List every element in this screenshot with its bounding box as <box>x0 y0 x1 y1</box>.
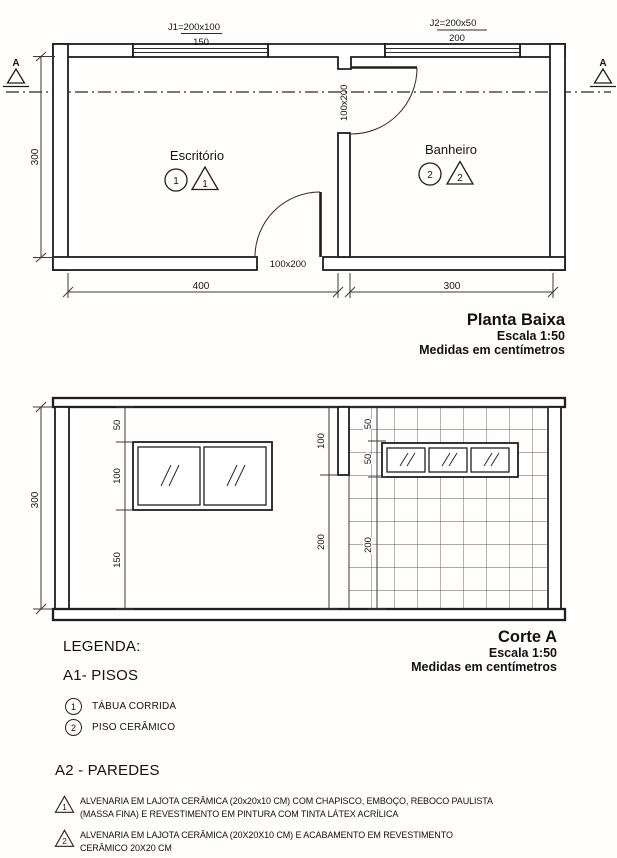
plan-scale: Escala 1:50 <box>496 329 565 343</box>
section-dim-office-chain <box>112 407 134 609</box>
floor-plan <box>3 18 616 298</box>
ceiling-slab <box>53 398 565 407</box>
floor-ref-circle-icon: 1 <box>65 698 82 715</box>
door-internal-label: 100x200 <box>339 84 350 121</box>
svg-text:1: 1 <box>173 176 179 187</box>
floor-ref-circle-icon: 2 <box>65 719 82 736</box>
svg-text:1: 1 <box>62 803 67 813</box>
section-title-block <box>411 628 557 674</box>
svg-text:300: 300 <box>443 281 461 292</box>
section-units-note: Medidas em centímetros <box>411 660 557 674</box>
legend-wall-item <box>54 795 493 820</box>
svg-text:1: 1 <box>202 179 208 190</box>
svg-text:J1=200x100: J1=200x100 <box>167 22 221 33</box>
section-drawing <box>30 398 565 620</box>
section-dim-wall-chain <box>316 407 338 609</box>
section-title: Corte A <box>498 628 557 646</box>
window-j2-label <box>430 18 487 44</box>
room-office-name: Escritório <box>169 148 225 163</box>
legend-walls-heading: A2 - PAREDES <box>55 762 160 779</box>
svg-text:200: 200 <box>363 537 374 553</box>
plan-dim-left <box>30 52 55 262</box>
room-office <box>165 148 224 191</box>
svg-text:50: 50 <box>363 453 374 465</box>
left-wall <box>55 407 69 610</box>
window-j2-plan <box>385 44 520 57</box>
svg-text:100: 100 <box>316 433 327 449</box>
svg-text:J2=200x50: J2=200x50 <box>429 18 477 29</box>
wall-item-text: ALVENARIA EM LAJOTA CERÂMICA (20X20X10 CM) E ACABAMENTO EM REVESTIMENTO CERÂMICO 20X20 CM <box>80 830 453 853</box>
svg-text:A: A <box>599 58 607 69</box>
section-marker-right-icon <box>590 58 616 87</box>
plan-units-note: Medidas em centímetros <box>419 343 565 357</box>
svg-text:200: 200 <box>316 534 327 550</box>
svg-text:150: 150 <box>193 37 209 48</box>
svg-text:50: 50 <box>112 419 123 431</box>
window-j1-section <box>133 442 272 510</box>
door-external <box>255 192 321 270</box>
section-marker-left-icon <box>3 58 29 87</box>
window-j2-section <box>382 443 518 477</box>
room-bathroom <box>419 142 477 185</box>
svg-text:50: 50 <box>363 418 374 430</box>
plan-dim-bottom <box>63 273 558 298</box>
svg-text:300: 300 <box>30 148 41 166</box>
floor-item-label: TÁBUA CORRIDA <box>92 701 177 712</box>
wall-ref-triangle-icon <box>54 829 75 848</box>
svg-text:2: 2 <box>62 837 67 847</box>
section-dim-overall <box>30 402 53 614</box>
wall-item-text: ALVENARIA EM LAJOTA CERÂMICA (20x20x10 CM) COM CHAPISCO, EMBOÇO, REBOCO PAULISTA (MASSA FINA) E REVESTIMENTO EM PINTURA COM TINTA LÁTEX ACRÍLICA <box>80 796 493 819</box>
middle-wall <box>338 407 349 475</box>
door-external-label: 100x200 <box>269 259 307 270</box>
legend-wall-item <box>54 829 453 854</box>
ceramic-tile-wall <box>349 407 548 609</box>
svg-text:100: 100 <box>112 468 123 484</box>
svg-text:200: 200 <box>449 33 465 44</box>
svg-text:150: 150 <box>112 552 123 568</box>
section-scale: Escala 1:50 <box>488 646 557 660</box>
svg-text:2: 2 <box>427 170 433 181</box>
svg-text:300: 300 <box>30 491 41 509</box>
door-internal <box>339 68 417 135</box>
plan-title: Planta Baixa <box>466 311 565 329</box>
legend-floor-item <box>65 698 176 715</box>
legend-floor-item <box>65 719 175 736</box>
right-wall <box>548 407 561 610</box>
wall-ref-triangle-icon <box>54 795 75 814</box>
floor-item-label: PISO CERÂMICO <box>92 722 176 733</box>
legend-floors-heading: A1- PISOS <box>63 667 139 684</box>
svg-text:2: 2 <box>457 173 463 184</box>
plan-title-block <box>419 311 565 357</box>
svg-text:A: A <box>12 58 20 69</box>
floor-slab <box>53 609 565 620</box>
room-bathroom-name: Banheiro <box>424 142 478 157</box>
legend-heading: LEGENDA: <box>63 638 141 655</box>
svg-text:400: 400 <box>192 281 210 292</box>
plan-walls <box>53 44 565 270</box>
